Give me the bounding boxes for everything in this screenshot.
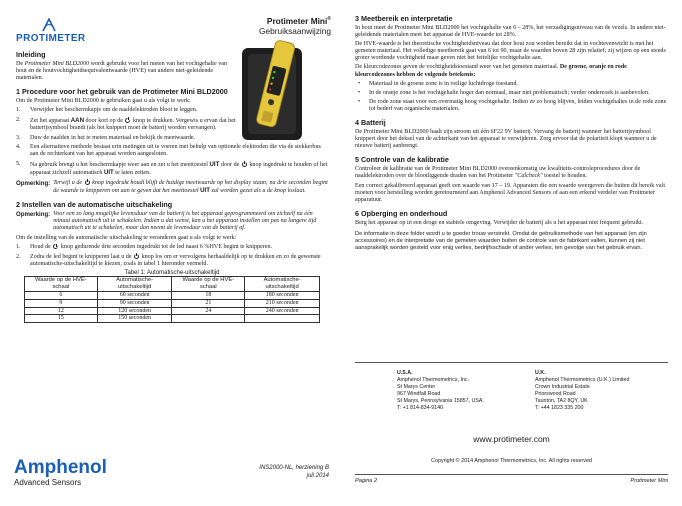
zone-list <box>355 81 668 113</box>
power-icon <box>53 244 58 249</box>
section-3-p3: De kleurcodezones geven de vochtigheidstoestand weer van het gemeten materiaal. De groene, oranje en rode kleurcodezones hebben de volgende betekenis: <box>355 64 627 78</box>
doc-title: Gebruiksaanwijzing <box>259 25 331 36</box>
brand-name: PROTIMETER <box>16 33 86 44</box>
zone-item: • De rode zone staat voor een overmatig hoog vochtgehalte. Indien ze zo hoog blijven, leiden vochtgehaltes in de rode zone tot bederf van organische materialen. <box>355 99 668 113</box>
disclaimer: De informatie in deze folder wordt u te goeder trouw verstrekt. Omdat de gebruiksmethode van het apparaat (en zijn accessoires) en de interpretatie van de gemeten waarden buiten de controle van de fabrikant vallen, kunnen zij niet aansprakelijk worden gesteld voor enig verlies, bedrijfsschade of ander verlies, ten gevolge van het gebruik ervan. <box>355 230 647 251</box>
table-header: Automatische-uitschakeltijd <box>245 277 320 292</box>
title-block <box>259 14 331 36</box>
section-6 <box>355 209 668 227</box>
section-3-p2: De HVE-waarde is het theoretische vochtigheidsniveau dat door hout zou worden bereikt dat in vochtevenwicht is met het gemeten materiaal. Het volledige meetbereik gaat van 6 tot 90, maar de waarden boven 28 zijn relatief; zij wijzen op een steeds groter wordende vochtigheid maar geven niet het feitelijke vochtgehalte aan. <box>355 41 666 62</box>
logo-mark-icon <box>42 18 56 32</box>
address-uk: U.K. Amphenol Thermometrics (U.K.) Limited Crown Industrial Estate Priorswood Road Taunton, TA2 8QY, UK T: +44 1823 335 200 <box>535 370 630 411</box>
section-6-text: Berg het apparaat op in een droge en stabiele omgeving. Verwijder de batterij als u het apparaat niet frequent gebruikt. <box>355 219 644 226</box>
intro-heading: Inleiding <box>16 50 46 59</box>
right-column <box>341 0 682 506</box>
autooff-table <box>24 276 320 323</box>
step-5: 5. Na gebruik brengt u het beschermkapje weer aan en zet u het meettoestel UIT door de knop ingedrukt te houden of het apparaat zichzelf automatisch UIT te laten zetten. <box>16 160 328 177</box>
note-1: Opmerking: Terwijl u de knop ingedrukt houdt blijft de huidige meetwaarde op het display staan; na drie seconden begint de waarde te knipperen om aan te geven dat het meettoestel UIT zal worden gezet als u de knop loslaat. <box>16 179 328 194</box>
section-4-text: De Protimeter Mini BLD2000 haalt zijn stroom uit één 6F22 9V batterij. Vervang de batterij wanneer het batterijsymbool knippert door het deksel van de achterkant van het apparaat te verwijderen. Zorg ervoor dat de polariteit klopt wanneer u de nieuwe batterij aanbrengt. <box>355 129 657 150</box>
intro-text: De Protimeter Mini BLD2000 wordt gebruikt voor het meten van het vochtgehalte van hout en de houtvochtigheidsequivalentwaarde (HVE) van andere niet-geleidende materialen. <box>16 61 227 82</box>
zone-item: • In de oranje zone is het vochtgehalte hoger dan normaal, maar niet problematisch; verder onderzoek is aanbevolen. <box>355 90 668 97</box>
section-5-heading: 5 Controle van de kalibratie <box>355 155 449 165</box>
address-usa: U.S.A. Amphenol Thermometrics, Inc. St Marys Center 967 Windfall Road St Marys, Pennsylvania 15857, USA. T: +1 814-834-9140 <box>397 370 484 411</box>
table-row: 6 60 seconden 18 180 seconden <box>25 292 320 300</box>
table-row: 12 120 seconden 24 240 seconden <box>25 307 320 315</box>
section-2-intro: Om de instelling van de automatische uitschakeling te veranderen gaat u als volgt te werk: <box>16 235 237 242</box>
divider <box>355 362 668 363</box>
section-4 <box>355 118 668 150</box>
protimeter-logo <box>16 28 86 46</box>
power-icon <box>125 118 130 123</box>
power-icon <box>85 180 90 185</box>
table-header: Waarde op de HVE-schaal <box>172 277 245 292</box>
step-4: 4. Een alternatieve methode bestaat erin metingen uit te voeren met behulp van optionele elektroden die via de stekkerbus aan de rechterkant van het apparaat worden aangesloten. <box>16 144 321 158</box>
note-2: Opmerking: Voor een zo lang mogelijke levensduur van de batterij is het apparaat geprogrammeerd om zichzelf na één minuut automatisch uit te schakelen. Indien u dat wenst, kan u het apparaat instellen om pas na langere tijd automatisch uit te schakelen, maar dan neemt de levensduur van de batterij af. <box>16 210 317 231</box>
table-row: 15 150 seconden <box>25 315 320 323</box>
section-2-heading: 2 Instellen van de automatische uitschakeling <box>16 199 173 209</box>
section-1-intro: Om de Protimeter Mini BLD2000 te gebruiken gaat u als volgt te werk: <box>16 98 191 105</box>
table-row: 9 90 seconden 21 210 seconden <box>25 299 320 307</box>
table-header: Waarde op de HVE-schaal <box>25 277 98 292</box>
section-5-p2: Een correct gekalibreerd apparaat geeft een waarde van 17 – 19. Apparaten die een waarde weergeven die buiten dit bereik valt moeten voor herstelling worden geretourneerd aan Amphenol Advanced Sensors of aan een erkend verdeler van Protimeter apparatuur. <box>355 182 666 203</box>
step-3: 3. Duw de naalden in het te meten materiaal en bekijk de meetwaarde. <box>16 134 196 141</box>
table-caption: Tabel 1: Automatische-uitschakeltijd <box>124 270 220 277</box>
autooff-steps <box>16 244 329 268</box>
amphenol-logo: Amphenol Advanced Sensors <box>14 457 107 487</box>
power-icon <box>242 162 247 167</box>
product-title: Protimeter Mini® <box>266 15 331 26</box>
section-2 <box>16 200 329 268</box>
doc-revision: INS2000-NL, herziening B juli 2014 <box>259 465 329 479</box>
zone-item: • Materiaal in de groene zone is in veilige luchtdroge toestand. <box>355 81 668 88</box>
power-icon <box>134 254 139 259</box>
section-6-heading: 6 Opberging en onderhoud <box>355 208 448 218</box>
section-5 <box>355 155 668 203</box>
copyright: Copyright © 2014 Amphenol Thermometrics, Inc. All rights reserved <box>431 458 592 464</box>
footer-rule <box>355 474 668 475</box>
section-3-heading: 3 Meetbereik en interpretatie <box>355 14 453 23</box>
section-1-heading: 1 Procedure voor het gebruik van de Protimeter Mini BLD2000 <box>16 87 228 97</box>
step-1: 1. Verwijder het beschermkapje om de naaldelektroden bloot te leggen. <box>16 107 198 114</box>
section-3-p1: In hout meet de Protimeter Mini BLD2000 het vochtgehalte van 6 – 28%, het verzadigingsniveau van de vezels. In andere niet-geleidende materialen meet het apparaat de HVE-waarde tot 28%. <box>355 25 666 39</box>
table-header: Automatische-uitschakeltijd <box>97 277 172 292</box>
page-product: Protimeter Mini <box>630 478 668 484</box>
autooff-step-2: 2. Zodra de led begint te knipperen laat u de knop los om er vervolgens herhaaldelijk op te drukken en zo de gewenste automatische-uitschakeltijd te kiezen, zoals in tabel 1 hieronder vermeld. <box>16 253 321 267</box>
section-4-heading: 4 Batterij <box>355 118 386 128</box>
autooff-step-1: 1. Houd de knop gedurende drie seconden ingedrukt tot de led naast 6 %HVE begint te knipperen. <box>16 244 273 251</box>
website-link[interactable]: www.protimeter.com <box>473 434 550 444</box>
table-header-row <box>25 277 320 292</box>
device-image <box>240 40 304 142</box>
section-3 <box>355 0 668 113</box>
page-number: Pagina 2 <box>355 478 378 484</box>
step-2: 2. Zet het apparaat AAN door kort op de knop te drukken. Vergewis u ervan dat het batterijsymbool brandt (als het knippert moet de batterij worden vervangen). <box>16 116 236 132</box>
section-5-p1: Controleer de kalibratie van de Protimeter Mini BLD2000 overeenkomstig uw kwaliteits-controleprocedures door de naaldelektroden over de blootliggende draden van het Protimeter "Calcheck" toestel te houden. <box>355 166 641 180</box>
